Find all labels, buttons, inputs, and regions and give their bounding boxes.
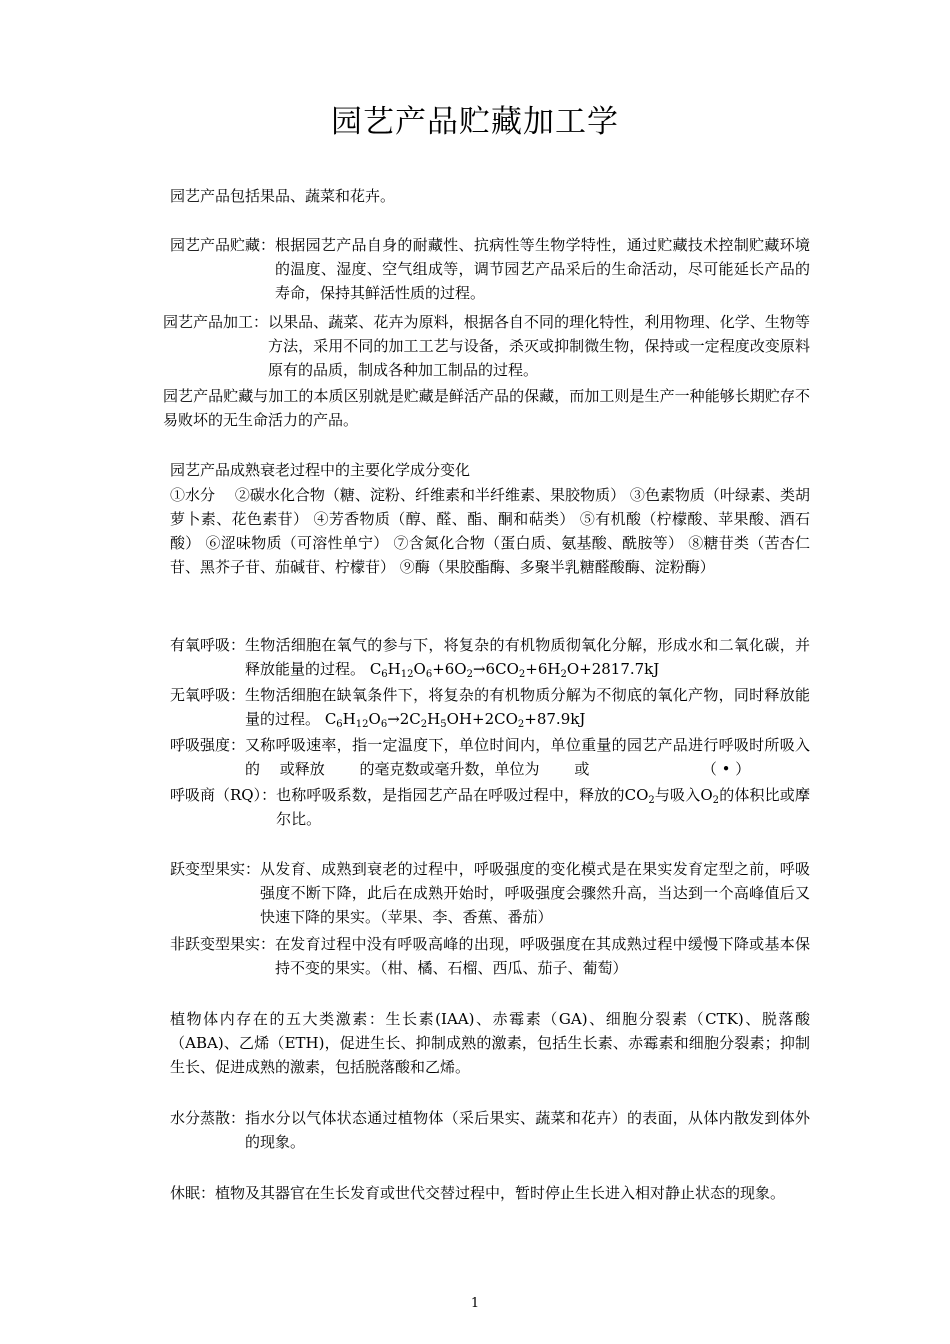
nonclimacteric-term: 非跃变型果实： [170, 935, 276, 953]
processing-definition [163, 310, 810, 382]
anaerobic-definition [170, 683, 810, 731]
dormancy-definition [170, 1181, 810, 1205]
difference-paragraph: 园艺产品贮藏与加工的本质区别就是贮藏是鲜活产品的保藏，而加工则是生产一种能够长期贮存不易败坏的无生命活力的产品。 [163, 387, 810, 429]
transpiration-definition [170, 1106, 810, 1154]
anaerobic-equation: $C_6H_{12}O_6\to 2C_2H_5OH+2CO_2+87.9kJ$ [324, 710, 586, 730]
intensity-body: 又称呼吸速率，指一定温度下，单位时间内，单位重量的园艺产品进行呼吸时所吸入的 或释放 的毫克数或毫升数，单位为 或 （ • ） [245, 736, 810, 778]
rq-body-a: 也称呼吸系数，是指园艺产品在呼吸过程中，释放的 [276, 786, 625, 804]
aerobic-term: 有氧呼吸： [170, 636, 246, 654]
aerobic-definition [170, 633, 810, 681]
hormones-paragraph: 植物体内存在的五大类激素：生长素(IAA)、赤霉素（GA)、细胞分裂素（CTK)、脱落酸（ABA)、乙烯（ETH)，促进生长、抑制成熟的激素，包括生长素、赤霉素和细胞分裂素；抑制生长、促进成熟的激素，包括脱落酸和乙烯。 [170, 1010, 810, 1076]
storage-body: 根据园艺产品自身的耐藏性、抗病性等生物学特性，通过贮藏技术控制贮藏环境的温度、湿度、空气组成等，调节园艺产品采后的生命活动，尽可能延长产品的寿命，保持其鲜活性质的过程。 [275, 236, 810, 302]
storage-term: 园艺产品贮藏： [170, 236, 276, 254]
aerobic-equation: $C_6H_{12}O_6+6O_2\to 6CO_2+6H_2O+2817.7kJ$ [369, 660, 660, 680]
dormancy-body: 植物及其器官在生长发育或世代交替过程中，暂时停止生长进入相对静止状态的现象。 [215, 1184, 786, 1202]
climacteric-term: 跃变型果实： [170, 860, 261, 878]
anaerobic-term: 无氧呼吸： [170, 686, 246, 704]
dormancy-term: 休眠： [170, 1184, 216, 1202]
intro-paragraph: 园艺产品包括果品、蔬菜和花卉。 [170, 187, 396, 205]
intensity-definition [170, 733, 810, 781]
chem-list: ①水分 ②碳水化合物（糖、淀粉、纤维素和半纤维素、果胶物质） ③色素物质（叶绿素、类胡萝卜素、花色素苷） ④芳香物质（醇、醛、酯、酮和萜类） ⑤有机酸（柠檬酸、苹果酸、酒石酸） ⑥涩味物质（可溶性单宁） ⑦含氮化合物（蛋白质、氨基酸、酰胺等） ⑧糖苷类（苦杏仁苷、黑芥子苷、茄碱苷、柠檬苷） ⑨酶（果胶酯酶、多聚半乳糖醛酸酶、淀粉酶） [170, 486, 810, 576]
processing-body: 以果品、蔬菜、花卉为原料，根据各自不同的理化特性，利用物理、化学、生物等方法，采用不同的加工工艺与设备，杀灭或抑制微生物，保持或一定程度改变原料原有的品质，制成各种加工制品的过程。 [268, 313, 810, 379]
climacteric-body: 从发育、成熟到衰老的过程中，呼吸强度的变化模式是在果实发育定型之前，呼吸强度不断下降，此后在成熟开始时，呼吸强度会骤然升高，当达到一个高峰值后又快速下降的果实。（苹果、李、香蕉、番茄） [260, 860, 810, 926]
aerobic-body: 生物活细胞在氧气的参与下，将复杂的有机物质彻氧化分解，形成水和二氧化碳，并释放能量的过程。 [245, 636, 810, 678]
rq-term: 呼吸商（RQ）： [170, 786, 277, 804]
storage-definition [170, 233, 810, 305]
nonclimacteric-body: 在发育过程中没有呼吸高峰的出现，呼吸强度在其成熟过程中缓慢下降或基本保持不变的果实。（柑、橘、石榴、西瓜、茄子、葡萄） [275, 935, 810, 977]
transpiration-term: 水分蒸散： [170, 1109, 246, 1127]
anaerobic-body: 生物活细胞在缺氧条件下，将复杂的有机物质分解为不彻底的氧化产物，同时释放能量的过程。 [245, 686, 810, 728]
transpiration-body: 指水分以气体状态通过植物体（采后果实、蔬菜和花卉）的表面，从体内散发到体外的现象。 [245, 1109, 810, 1151]
document-title: 园艺产品贮藏加工学 [331, 104, 619, 140]
intensity-term: 呼吸强度： [170, 736, 246, 754]
rq-body-b: 与吸入 [654, 786, 701, 804]
page-number: 1 [470, 1296, 480, 1311]
climacteric-definition [170, 857, 810, 929]
nonclimacteric-definition [170, 932, 810, 980]
rq-definition: 呼吸商（RQ）： 也称呼吸系数，是指园艺产品在呼吸过程中，释放的$CO_2$与吸入$O_2$的体积比或摩尔比。 [170, 783, 810, 831]
processing-term: 园艺产品加工： [163, 313, 269, 331]
chem-heading: 园艺产品成熟衰老过程中的主要化学成分变化 [170, 461, 471, 479]
rq-body-c: 的体积比或摩尔比。 [276, 786, 810, 828]
